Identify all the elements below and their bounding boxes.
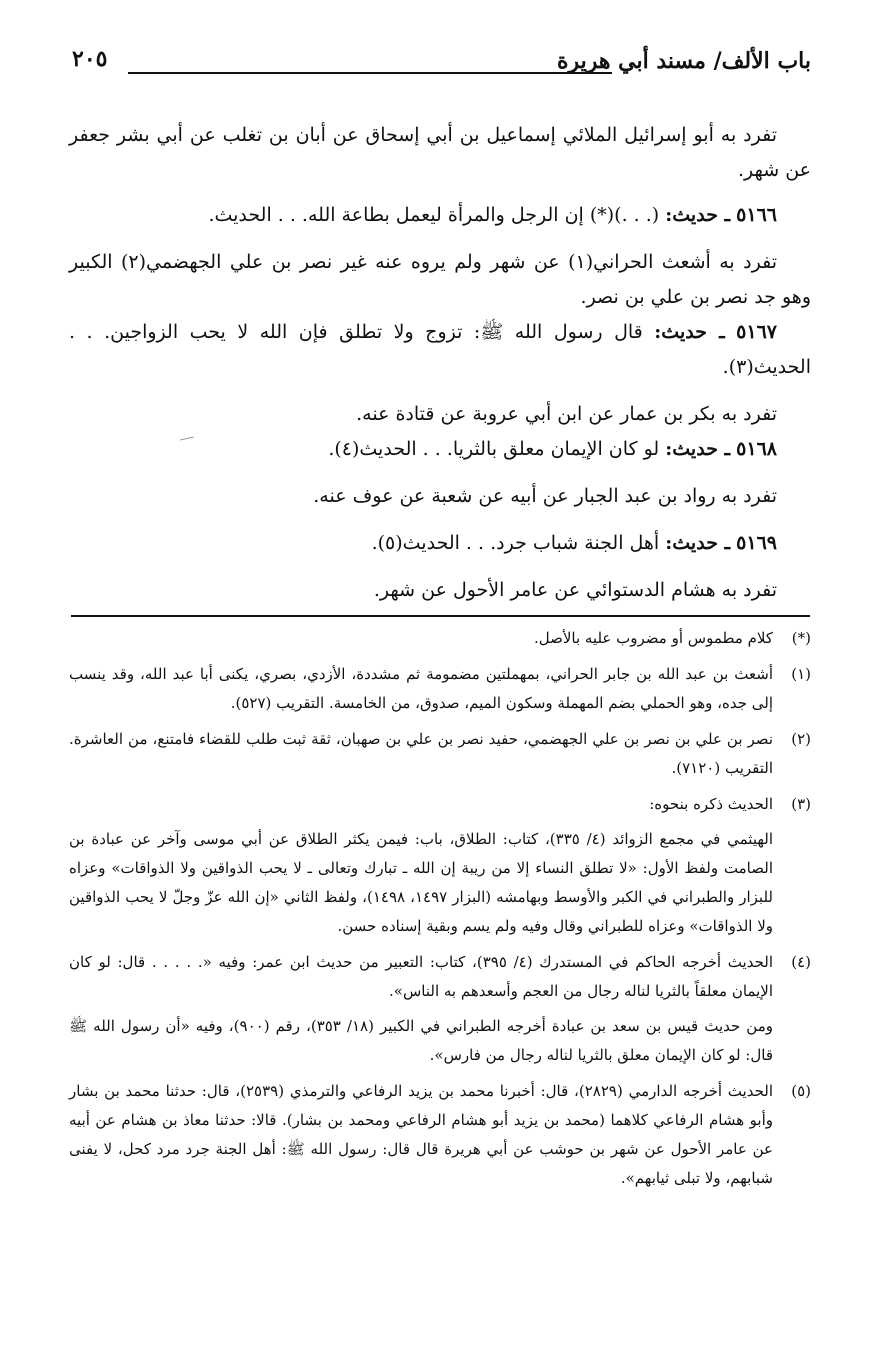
hadith-number: ٥١٦٨ bbox=[736, 438, 777, 460]
footnotes bbox=[69, 624, 811, 1193]
footnote-marker: (٥) bbox=[791, 1082, 811, 1100]
hadith-number: ٥١٦٧ bbox=[736, 321, 777, 343]
footnote-text bbox=[69, 1077, 773, 1193]
footnote-paragraph: الحديث ذكره بنحوه: bbox=[649, 795, 773, 813]
page-number: ٢٠٥ bbox=[72, 46, 108, 72]
hadith-label: ـ حديث: bbox=[665, 438, 731, 460]
footnote-paragraph: الهيثمي في مجمع الزوائد (٤/ ٣٣٥)، كتاب: الطلاق، باب: فيمن يكثر الطلاق عن أبي موسى وآخر عن عبادة بن الصامت ولفظ الأول: «لا تطلق النساء إلا من ريبة إن الله ـ تبارك وتعالى ـ لا يحب الذواقين ولا الذواقات» وعزاه للبزار والطبراني في الكبر والأوسط وبهامشه (البزار ١٤٩٧، ١٤٩٨)، ولفظ الثاني «إن الله عزّ وجلّ لا يحب الذواقين ولا الذواقات» وعزاه للطبراني وقال وفيه ولم يسم وبقية إسناده حسن. bbox=[69, 830, 773, 935]
hadith-note: تفرد به أشعث الحراني(١) عن شهر ولم يروه عنه غير نصر بن علي الجهضمي(٢) الكبير وهو جد نصر بن علي بن نصر. bbox=[69, 251, 811, 308]
footnote-item bbox=[69, 624, 811, 653]
hadith-entry bbox=[69, 526, 811, 561]
hadith-label: ـ حديث: bbox=[654, 321, 725, 343]
footnote-text bbox=[69, 660, 773, 718]
hadith-label: ـ حديث: bbox=[665, 204, 731, 226]
footnote-text bbox=[69, 948, 773, 1070]
footnote-paragraph: الحديث أخرجه الدارمي (٢٨٢٩)، قال: أخبرنا محمد بن يزيد الرفاعي والترمذي (٢٥٣٩)، قال: حدثنا محمد بن بشار وأبو هشام الرفاعي كلاهما (محمد بن يزيد أبو هشام الرفاعي ومحمد بن بشار). قالا: حدثنا معاذ بن هشام عن أبيه عن عامر الأحول عن شهر بن حوشب عن أبي هريرة قال قال: رسول الله ﷺ: أهل الجنة جرد مرد كحل، لا يفنى شبابهم، ولا تبلى ثيابهم». bbox=[69, 1082, 773, 1187]
footnote-item bbox=[69, 660, 811, 718]
footnote-paragraph: ومن حديث قيس بن سعد بن عبادة أخرجه الطبراني في الكبير (١٨/ ٣٥٣)، رقم (٩٠٠)، وفيه «أن رسول الله ﷺ قال: لو كان الإيمان معلق بالثريا لناله رجال من فارس». bbox=[69, 1017, 774, 1064]
hadith-note: تفرد به رواد بن عبد الجبار عن أبيه عن شعبة عن عوف عنه. bbox=[313, 485, 777, 507]
footnote-marker: (*) bbox=[791, 629, 811, 647]
hadith-text: (. . .)(*) إن الرجل والمرأة ليعمل بطاعة الله. . . الحديث. bbox=[208, 204, 660, 226]
hadith-text: لو كان الإيمان معلق بالثريا. . . الحديث(٤). bbox=[328, 438, 660, 460]
footnote-paragraph: الحديث أخرجه الحاكم في المستدرك (٤/ ٣٩٥)، كتاب: التعبير من حديث ابن عمر: وفيه «. . . . . قال: لو كان الإيمان معلقاً بالثريا لناله رجال من العجم وأسعدهم به الناس». bbox=[69, 953, 773, 1000]
footnote-item bbox=[69, 948, 811, 1070]
intro-paragraph: تفرد به أبو إسرائيل الملائي إسماعيل بن أبي إسحاق عن أبان بن تغلب عن أبي بشر جعفر عن شهر. bbox=[69, 124, 811, 181]
hadith-label: ـ حديث: bbox=[665, 532, 731, 554]
running-header-title: باب الألف/ مسند أبي هريرة bbox=[556, 48, 811, 74]
footnote-item bbox=[69, 790, 811, 941]
footnote-separator bbox=[71, 615, 810, 617]
footnote-item bbox=[69, 1077, 811, 1193]
footnote-marker: (٤) bbox=[791, 953, 811, 971]
footnote-marker: (٣) bbox=[791, 795, 811, 813]
hadith-number: ٥١٦٦ bbox=[736, 204, 777, 226]
hadith-number: ٥١٦٩ bbox=[736, 532, 777, 554]
footnote-marker: (٢) bbox=[791, 730, 811, 748]
footnote-paragraph: كلام مطموس أو مضروب عليه بالأصل. bbox=[533, 629, 773, 647]
hadith-entry bbox=[69, 315, 811, 385]
hadith-text: أهل الجنة شباب جرد. . . الحديث(٥). bbox=[371, 532, 660, 554]
footnote-paragraph: نصر بن علي بن نصر بن علي الجهضمي، حفيد نصر بن علي بن صهبان، ثقة ثبت طلب للقضاء فامتنع، من العاشرة. التقريب (٧١٢٠). bbox=[69, 730, 773, 777]
hadith-text: قال رسول الله ﷺ: تزوج ولا تطلق فإن الله لا يحب الزواجين. . . الحديث(٣). bbox=[69, 321, 811, 378]
header-rule bbox=[128, 72, 612, 74]
footnote-marker: (١) bbox=[791, 665, 811, 683]
hadith-note: تفرد به بكر بن عمار عن ابن أبي عروبة عن قتادة عنه. bbox=[356, 403, 777, 425]
hadith-entry bbox=[69, 198, 811, 233]
hadith-note: تفرد به هشام الدستوائي عن عامر الأحول عن شهر. bbox=[373, 579, 777, 601]
footnote-paragraph: أشعث بن عبد الله بن جابر الحراني، بمهملتين مضمومة ثم مشددة، الأزدي، بصري، يكنى أبا عبد الله، وقد ينسب إلى جده، وهو الحملي بضم المهملة وسكون الميم، صدوق، من الخامسة. التقريب (٥٢٧). bbox=[69, 665, 773, 712]
footnote-text bbox=[69, 790, 773, 941]
footnote-text bbox=[69, 624, 773, 653]
footnote-text bbox=[69, 725, 773, 783]
footnote-item bbox=[69, 725, 811, 783]
hadith-entry bbox=[69, 432, 811, 467]
main-text bbox=[69, 118, 811, 608]
